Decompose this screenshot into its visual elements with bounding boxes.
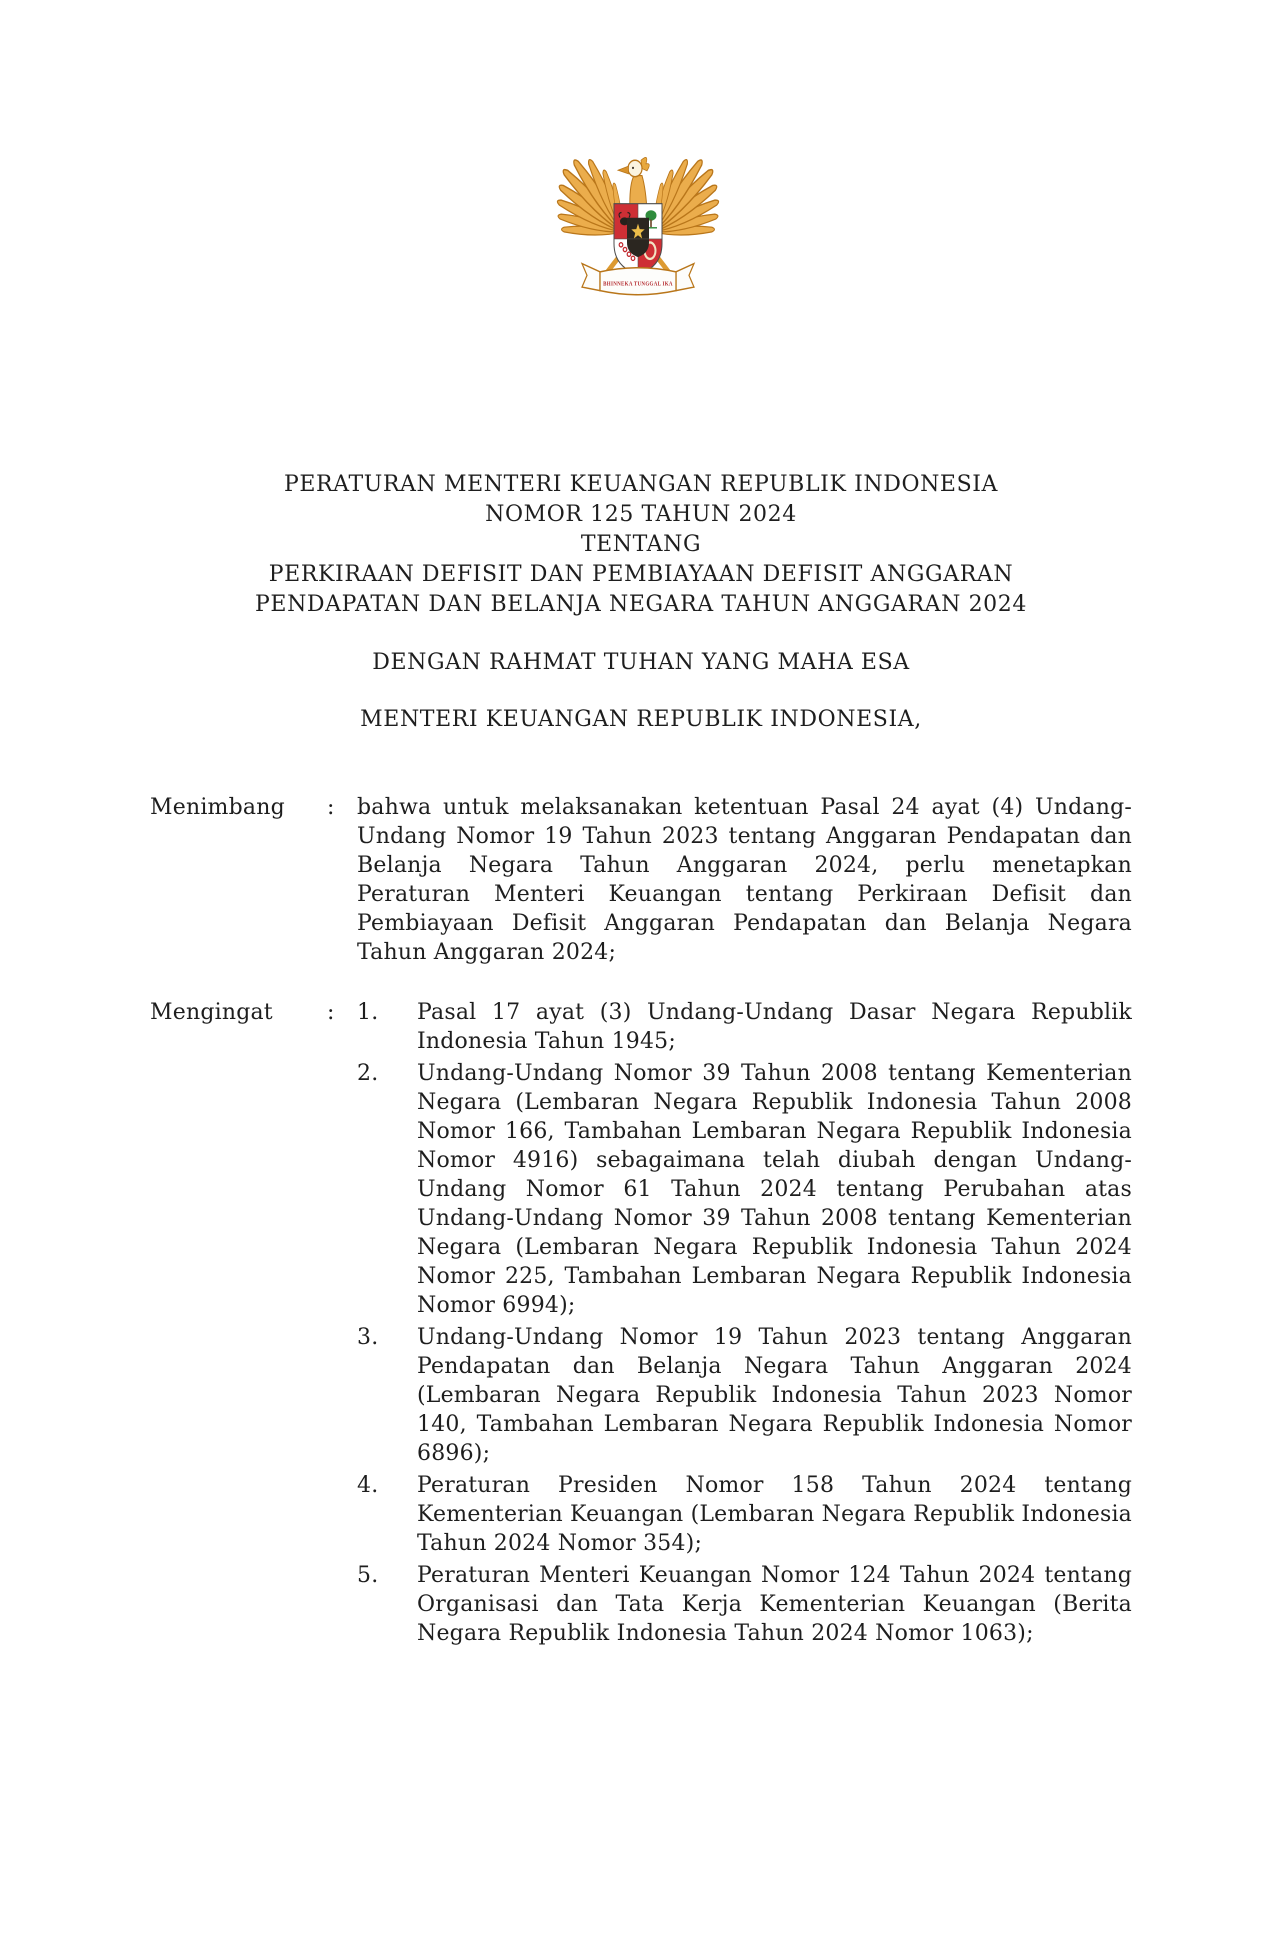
item-text: Undang-Undang Nomor 19 Tahun 2023 tentang Anggaran Pendapatan dan Belanja Negara Tahun Anggaran 2024 (Lembaran Negara Republik Indonesia Tahun 2023 Nomor 140, Tambahan Lembaran Negara Republik Indonesia Nomor 6896); [417,1325,1132,1466]
authority-line: MENTERI KEUANGAN REPUBLIK INDONESIA, [360,707,922,732]
item-number: 5. [357,1563,379,1588]
garuda-pancasila-emblem [556,145,720,300]
menimbang-colon: : [327,795,335,820]
mengingat-list [357,998,1132,1651]
regulation-title [150,470,1132,620]
title-line-3: TENTANG [580,532,702,557]
item-text: Pasal 17 ayat (3) Undang-Undang Dasar Negara Republik Indonesia Tahun 1945; [417,1000,1132,1054]
title-line-2: NOMOR 125 TAHUN 2024 [485,502,797,527]
item-number: 1. [357,1000,379,1025]
motto-scroll [582,264,694,295]
legal-basis-item [357,1561,1132,1648]
title-line-1: PERATURAN MENTERI KEUANGAN REPUBLIK INDONESIA [283,472,999,497]
item-text: Peraturan Menteri Keuangan Nomor 124 Tahun 2024 tentang Organisasi dan Tata Kerja Kementerian Keuangan (Berita Negara Republik Indonesia Tahun 2024 Nomor 1063); [417,1563,1132,1646]
item-text: Undang-Undang Nomor 39 Tahun 2008 tentang Kementerian Negara (Lembaran Negara Republik Indonesia Tahun 2008 Nomor 166, Tambahan Lembaran Negara Republik Indonesia Nomor 4916) sebagaimana telah diubah dengan Undang-Undang Nomor 61 Tahun 2024 tentang Perubahan atas Undang-Undang Nomor 39 Tahun 2008 tentang Kementerian Negara (Lembaran Negara Republik Indonesia Tahun 2024 Nomor 225, Tambahan Lembaran Negara Republik Indonesia Nomor 6994); [417,1061,1132,1318]
title-line-5: PENDAPATAN DAN BELANJA NEGARA TAHUN ANGGARAN 2024 [255,592,1027,617]
garuda-eye [632,167,634,169]
mengingat-label: Mengingat [150,1000,273,1025]
legal-basis-item [357,998,1132,1056]
motto-text: BHINNEKA TUNGGAL IKA [603,281,673,288]
menimbang-clause [150,793,1132,967]
garuda-beak [618,166,629,174]
item-text: Peraturan Presiden Nomor 158 Tahun 2024 tentang Kementerian Keuangan (Lembaran Negara Republik Indonesia Tahun 2024 Nomor 354); [417,1473,1132,1556]
item-number: 2. [357,1061,379,1086]
legal-basis-item [357,1059,1132,1320]
item-number: 4. [357,1473,379,1498]
garuda-head [628,160,642,176]
pancasila-shield [614,204,662,274]
item-number: 3. [357,1325,379,1350]
legal-basis-item [357,1323,1132,1468]
menimbang-label: Menimbang [150,795,285,820]
title-line-4: PERKIRAAN DEFISIT DAN PEMBIAYAAN DEFISIT ANGGARAN [268,562,1014,587]
mengingat-clause [150,998,1132,1651]
legal-basis-item [357,1471,1132,1558]
menimbang-text: bahwa untuk melaksanakan ketentuan Pasal 24 ayat (4) Undang-Undang Nomor 19 Tahun 2023 tentang Anggaran Pendapatan dan Belanja Negara Tahun Anggaran 2024, perlu menetapkan Peraturan Menteri Keuangan tentang Perkiraan Defisit dan Pembiayaan Defisit Anggaran Pendapatan dan Belanja Negara Tahun Anggaran 2024; [357,795,1132,965]
mengingat-colon: : [327,1000,335,1025]
invocation-line: DENGAN RAHMAT TUHAN YANG MAHA ESA [372,650,910,675]
